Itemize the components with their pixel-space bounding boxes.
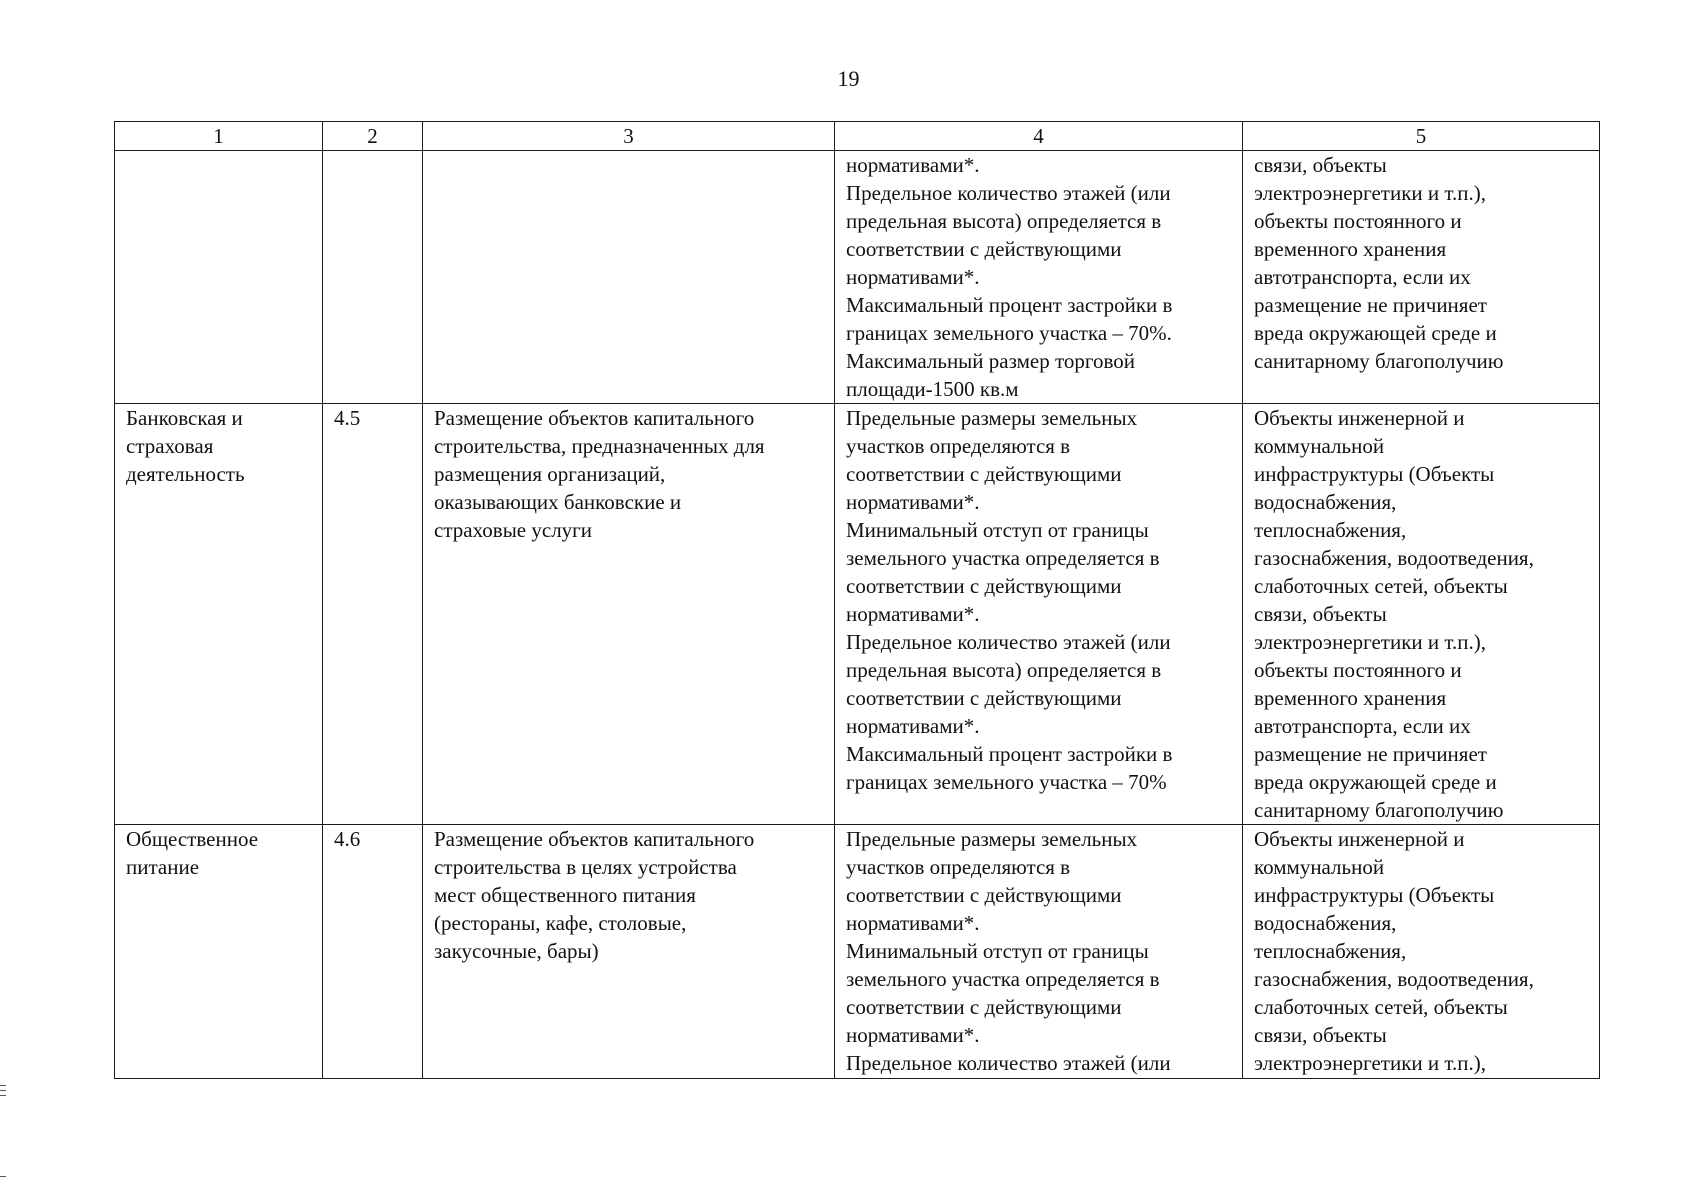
text-line: строительства, предназначенных для: [434, 434, 765, 458]
text-line: Максимальный процент застройки в: [846, 293, 1173, 317]
column-header-2: 2: [323, 122, 423, 151]
text-line: оказывающих банковские и: [434, 490, 682, 514]
text-line: объекты постоянного и: [1254, 209, 1462, 233]
text-line: Максимальный процент застройки в: [846, 742, 1173, 766]
text-line: соответствии с действующими: [846, 883, 1122, 907]
text-line: временного хранения: [1254, 237, 1447, 261]
text-line: 4.5: [334, 406, 361, 430]
text-line: нормативами*.: [846, 911, 980, 935]
text-line: нормативами*.: [846, 602, 980, 626]
text-line: Объекты инженерной и: [1254, 406, 1465, 430]
text-line: земельного участка определяется в: [846, 546, 1160, 570]
text-line: электроэнергетики и т.п.),: [1254, 181, 1486, 205]
text-line: Минимальный отступ от границы: [846, 518, 1149, 542]
text-line: соответствии с действующими: [846, 462, 1122, 486]
use-name-cell: [115, 825, 323, 1079]
scan-edge-mark: [0, 1085, 6, 1086]
text-line: 4.6: [334, 827, 361, 851]
text-line: соответствии с действующими: [846, 995, 1122, 1019]
text-line: Предельные размеры земельных: [846, 827, 1138, 851]
text-line: деятельность: [126, 462, 245, 486]
text-line: границах земельного участка – 70%: [846, 770, 1167, 794]
scan-edge-mark: [0, 1176, 6, 1177]
text-line: коммунальной: [1254, 434, 1385, 458]
use-name-cell: [115, 151, 323, 404]
text-line: нормативами*.: [846, 265, 980, 289]
text-line: слаботочных сетей, объекты: [1254, 995, 1508, 1019]
text-line: соответствии с действующими: [846, 686, 1122, 710]
text-line: Предельное количество этажей (или: [846, 630, 1171, 654]
text-line: связи, объекты: [1254, 153, 1387, 177]
text-line: нормативами*.: [846, 490, 980, 514]
page-number: 19: [837, 66, 860, 91]
use-code-cell: [323, 404, 423, 825]
text-line: санитарному благополучию: [1254, 349, 1504, 373]
text-line: нормативами*.: [846, 714, 980, 738]
use-description-cell: [423, 825, 835, 1079]
text-line: временного хранения: [1254, 686, 1447, 710]
parameters-cell: [835, 825, 1243, 1079]
scan-edge-mark: [0, 1090, 6, 1091]
text-line: строительства в целях устройства: [434, 855, 737, 879]
text-line: вреда окружающей среде и: [1254, 770, 1497, 794]
text-line: нормативами*.: [846, 1023, 980, 1047]
use-description-cell: [423, 151, 835, 404]
text-line: закусочные, бары): [434, 939, 599, 963]
use-code-cell: [323, 825, 423, 1079]
text-line: электроэнергетики и т.п.),: [1254, 1051, 1486, 1075]
text-line: соответствии с действующими: [846, 574, 1122, 598]
text-line: инфраструктуры (Объекты: [1254, 883, 1495, 907]
text-line: участков определяются в: [846, 434, 1071, 458]
text-line: связи, объекты: [1254, 1023, 1387, 1047]
text-line: земельного участка определяется в: [846, 967, 1160, 991]
column-header-1: 1: [115, 122, 323, 151]
text-line: Максимальный размер торговой: [846, 349, 1135, 373]
text-line: участков определяются в: [846, 855, 1071, 879]
text-line: Предельные размеры земельных: [846, 406, 1138, 430]
text-line: Размещение объектов капитального: [434, 406, 755, 430]
text-line: страховые услуги: [434, 518, 593, 542]
parameters-cell: [835, 404, 1243, 825]
text-line: Минимальный отступ от границы: [846, 939, 1149, 963]
text-line: связи, объекты: [1254, 602, 1387, 626]
use-name-cell: [115, 404, 323, 825]
text-line: площади-1500 кв.м: [846, 377, 1019, 401]
use-description-cell: [423, 404, 835, 825]
text-line: соответствии с действующими: [846, 237, 1122, 261]
text-line: теплоснабжения,: [1254, 518, 1407, 542]
text-line: Банковская и: [126, 406, 243, 430]
zoning-table: [114, 121, 1600, 1079]
text-line: Размещение объектов капитального: [434, 827, 755, 851]
column-header-5: 5: [1243, 122, 1600, 151]
table-row: [115, 825, 1600, 1079]
text-line: предельная высота) определяется в: [846, 209, 1162, 233]
text-line: размещение не причиняет: [1254, 742, 1487, 766]
text-line: слаботочных сетей, объекты: [1254, 574, 1508, 598]
text-line: Предельное количество этажей (или: [846, 1051, 1171, 1075]
text-line: Общественное: [126, 827, 259, 851]
column-number-row: [115, 122, 1600, 151]
text-line: газоснабжения, водоотведения,: [1254, 967, 1534, 991]
text-line: автотранспорта, если их: [1254, 265, 1471, 289]
text-line: размещения организаций,: [434, 462, 666, 486]
text-line: Объекты инженерной и: [1254, 827, 1465, 851]
text-line: мест общественного питания: [434, 883, 696, 907]
text-line: (рестораны, кафе, столовые,: [434, 911, 687, 935]
text-line: электроэнергетики и т.п.),: [1254, 630, 1486, 654]
text-line: Предельное количество этажей (или: [846, 181, 1171, 205]
accessory-uses-cell: [1243, 404, 1600, 825]
parameters-cell: [835, 151, 1243, 404]
accessory-uses-cell: [1243, 151, 1600, 404]
text-line: коммунальной: [1254, 855, 1385, 879]
text-line: автотранспорта, если их: [1254, 714, 1471, 738]
column-header-3: 3: [423, 122, 835, 151]
text-line: нормативами*.: [846, 153, 980, 177]
text-line: объекты постоянного и: [1254, 658, 1462, 682]
text-line: инфраструктуры (Объекты: [1254, 462, 1495, 486]
column-header-4: 4: [835, 122, 1243, 151]
text-line: вреда окружающей среде и: [1254, 321, 1497, 345]
text-line: границах земельного участка – 70%.: [846, 321, 1172, 345]
text-line: размещение не причиняет: [1254, 293, 1487, 317]
text-line: водоснабжения,: [1254, 490, 1397, 514]
accessory-uses-cell: [1243, 825, 1600, 1079]
text-line: газоснабжения, водоотведения,: [1254, 546, 1534, 570]
scan-edge-mark: [0, 1095, 6, 1096]
text-line: предельная высота) определяется в: [846, 658, 1162, 682]
table-row: [115, 404, 1600, 825]
text-line: питание: [126, 855, 200, 879]
text-line: санитарному благополучию: [1254, 798, 1504, 822]
text-line: страховая: [126, 434, 214, 458]
text-line: теплоснабжения,: [1254, 939, 1407, 963]
use-code-cell: [323, 151, 423, 404]
table-row: [115, 151, 1600, 404]
text-line: водоснабжения,: [1254, 911, 1397, 935]
